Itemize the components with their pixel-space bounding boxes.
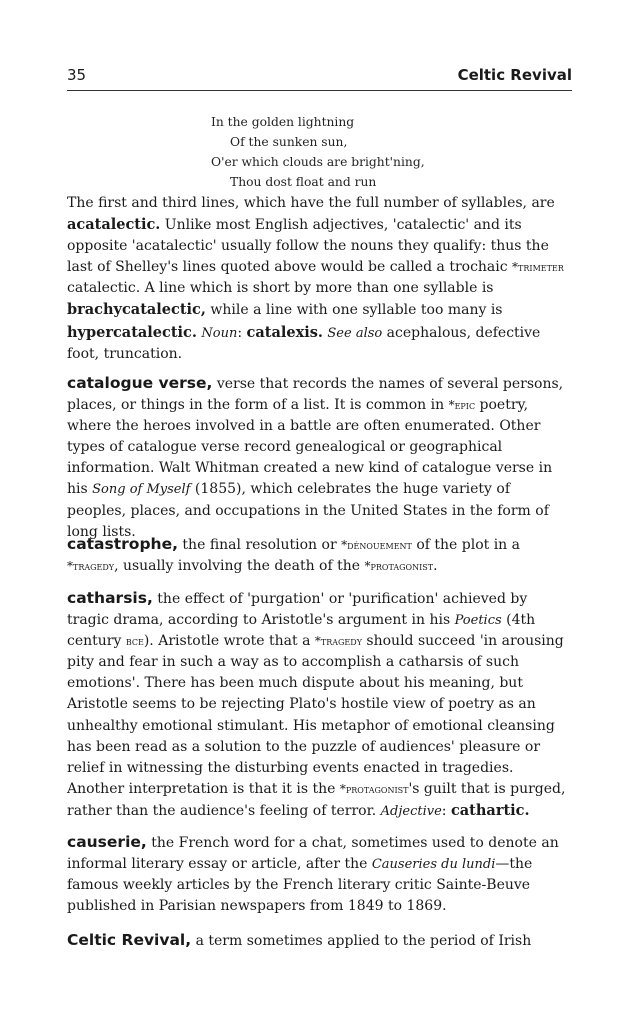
term-acatalectic: acatalectic.	[67, 216, 161, 234]
text-run: ). Aristotle wrote that a	[143, 633, 315, 650]
entry-headword: catharsis,	[67, 589, 153, 607]
poem-line: O'er which clouds are bright'ning,	[211, 155, 425, 169]
see-also-label: See also	[327, 325, 383, 341]
work-title: Song of Myself	[92, 482, 191, 498]
text-run: (1855), which celebrates the huge variety of peoples, places, and occupations in the United States in the form of long lists.	[67, 481, 549, 540]
text-run: The first and third lines, which have the full number of syllables, are	[67, 195, 555, 211]
text-run: 's guilt that is purged, rather than the audience's feeling of terror.	[67, 780, 566, 819]
term-hypercatalectic: hypercatalectic.	[67, 323, 197, 341]
text-run: , usually involving the death of the	[114, 558, 365, 575]
entry-catastrophe	[67, 534, 572, 577]
running-header	[67, 66, 572, 91]
entry-catharsis	[67, 588, 572, 822]
text-run: :	[441, 802, 451, 819]
term-catalexis: catalexis.	[246, 323, 323, 341]
poem-line: In the golden lightning	[211, 115, 355, 129]
text-run: the French word for a chat, sometimes used to denote an informal literary essay or article, after the	[67, 835, 559, 873]
entry-headword: causerie,	[67, 833, 147, 851]
quoted-poem	[211, 112, 425, 192]
text-run: the final resolution or	[177, 537, 342, 553]
text-run: while a line with one syllable too many is	[205, 302, 503, 319]
text-run: catalectic. A line which is short by more than one syllable is	[67, 280, 494, 297]
entry-headword: catastrophe,	[67, 535, 178, 553]
grammar-label: Noun	[201, 325, 238, 341]
entry-celtic-revival	[67, 930, 572, 952]
page-number: 35	[67, 66, 87, 84]
text-run: —the famous weekly articles by the French literary critic Sainte-Beuve published in Parisian newspapers from 1849 to 1869.	[67, 856, 533, 915]
entry-catalogue-verse	[67, 373, 572, 543]
era-abbreviation: bce	[125, 634, 144, 649]
text-run: the effect of 'purgation' or 'purification' achieved by tragic drama, according to Aristotle's argument in his	[67, 591, 528, 629]
intro-paragraph	[67, 193, 572, 365]
text-run: .	[433, 558, 438, 575]
text-run: poetry, where the heroes involved in a battle are often enumerated. Other types of catalogue verse record genealogical or geographical information. Walt Whitman created a new kind of catalogue verse in his	[67, 397, 553, 498]
text-run: verse that records the names of several persons, places, or things in the form of a list. It is common in	[67, 376, 564, 414]
poem-line: Thou dost float and run	[230, 175, 377, 189]
work-title: Poetics	[454, 613, 502, 629]
text-run: (4th century	[67, 612, 536, 650]
text-run: of the plot in a	[411, 537, 520, 553]
cross-reference-trimeter[interactable]: *trimeter	[512, 260, 564, 275]
cross-reference-protagonist[interactable]: *protagonist	[339, 781, 409, 796]
term-cathartic: cathartic.	[450, 801, 530, 819]
entry-causerie	[67, 832, 572, 917]
cross-reference-tragedy[interactable]: *tragedy	[67, 559, 115, 574]
grammar-label: Adjective	[380, 803, 442, 819]
poem-line: Of the sunken sun,	[230, 135, 348, 149]
cross-reference-epic[interactable]: *epic	[448, 398, 476, 413]
entry-headword: Celtic Revival,	[67, 931, 192, 949]
text-run: Unlike most English adjectives, 'catalectic' and its opposite 'acatalectic' usually follow the nouns they qualify: thus the last of Shelley's lines quoted above would be called a trochaic	[67, 217, 549, 276]
term-brachycatalectic: brachycatalectic,	[67, 301, 206, 319]
entry-headword: catalogue verse,	[67, 374, 213, 392]
text-run: a term sometimes applied to the period of Irish	[191, 933, 532, 949]
text-run: should succeed 'in arousing pity and fear in such a way as to accomplish a catharsis of such emotions'. There has been much dispute about his meaning, but Aristotle seems to be rejecting Plato's hostile view of poetry as an unhealthy emotional stimulant. His metaphor of emotional cleansing has been read as a solution to the puzzle of audiences' pleasure or relief in witnessing the disturbing events enacted in tragedies. Another interpretation is that it is the	[67, 633, 564, 797]
running-head: Celtic Revival	[457, 66, 572, 84]
text-run: :	[237, 324, 247, 341]
work-title: Causeries du lundi	[371, 857, 496, 873]
cross-reference-protagonist[interactable]: *protagonist	[364, 559, 434, 574]
cross-reference-tragedy[interactable]: *tragedy	[314, 634, 362, 649]
see-also-list: acephalous, defective foot, truncation.	[67, 324, 541, 362]
cross-reference-denouement[interactable]: *dénouement	[341, 538, 412, 552]
